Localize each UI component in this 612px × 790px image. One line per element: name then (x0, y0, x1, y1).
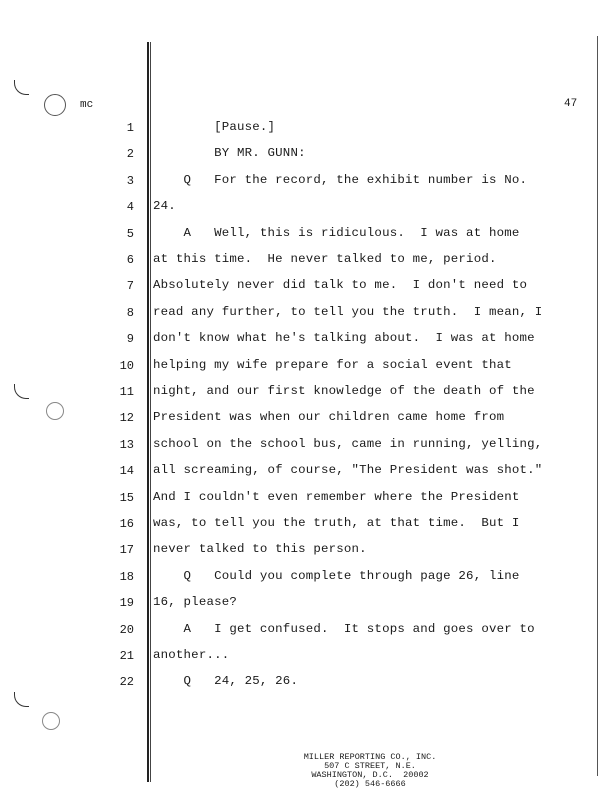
binding-mark-top (14, 80, 29, 95)
line-text: another... (153, 648, 230, 662)
line-text: was, to tell you the truth, at that time. But I (153, 516, 520, 530)
line-text: A Well, this is ridiculous. I was at home (153, 225, 520, 240)
line-text: night, and our first knowledge of the death of the (153, 384, 535, 398)
punch-hole-top (44, 94, 66, 116)
line-text: And I couldn't even remember where the President (153, 489, 520, 504)
line-number: 3 (126, 173, 134, 188)
line-number: 12 (119, 411, 134, 426)
line-number: 9 (126, 332, 134, 347)
line-number: 8 (126, 305, 134, 320)
line-number: 17 (119, 543, 134, 558)
line-text: Q For the record, the exhibit number is No. (153, 172, 528, 187)
line-number: 10 (119, 358, 134, 373)
line-number: 4 (126, 200, 134, 215)
footer-company: MILLER REPORTING CO., INC. (303, 752, 437, 762)
line-number: 20 (119, 622, 134, 637)
line-text: BY MR. GUNN: (153, 146, 306, 161)
footer-city: WASHINGTON, D.C. 20002 (311, 770, 429, 780)
line-number: 6 (126, 253, 134, 267)
left-margin-rule-inner (150, 42, 151, 782)
line-text: Q Could you complete through page 26, line (153, 568, 520, 583)
punch-hole-middle (46, 402, 64, 420)
line-number: 5 (126, 226, 134, 241)
line-text: President was when our children came home from (153, 410, 505, 425)
line-text: A I get confused. It stops and goes over to (153, 621, 535, 636)
line-text: 24. (153, 199, 176, 214)
reporter-initials: mc (80, 99, 94, 111)
line-text: school on the school bus, came in running, yelling, (153, 436, 543, 451)
line-number: 14 (119, 464, 134, 479)
punch-hole-bottom (42, 712, 60, 730)
left-margin-rule (147, 42, 149, 782)
page-number: 47 (564, 98, 578, 110)
line-number: 21 (119, 649, 134, 663)
line-number: 16 (119, 517, 134, 531)
reporter-footer (250, 752, 490, 789)
line-text: at this time. He never talked to me, period. (153, 252, 497, 266)
line-number: 7 (126, 279, 134, 294)
line-number: 22 (119, 675, 134, 690)
line-text: Q 24, 25, 26. (153, 674, 299, 689)
line-text: [Pause.] (153, 120, 276, 134)
line-text: read any further, to tell you the truth. I mean, I (153, 304, 543, 319)
binding-mark-middle (14, 384, 29, 399)
footer-street: 507 C STREET, N.E. (324, 761, 416, 771)
line-text: all screaming, of course, "The President was shot." (153, 463, 543, 478)
line-text: helping my wife prepare for a social event that (153, 357, 512, 372)
line-text: Absolutely never did talk to me. I don't need to (153, 278, 528, 293)
line-number: 18 (119, 569, 134, 584)
footer-phone: (202) 546-6666 (334, 779, 406, 789)
binding-mark-bottom (14, 692, 29, 707)
line-text: never talked to this person. (153, 542, 367, 557)
line-number: 1 (126, 121, 134, 135)
line-number: 19 (119, 596, 134, 611)
line-text: don't know what he's talking about. I was at home (153, 331, 535, 346)
line-number: 11 (119, 385, 134, 399)
line-number: 15 (119, 490, 134, 505)
line-text: 16, please? (153, 595, 237, 610)
line-number: 2 (126, 147, 134, 162)
line-number: 13 (119, 437, 134, 452)
right-margin-rule (597, 36, 598, 776)
